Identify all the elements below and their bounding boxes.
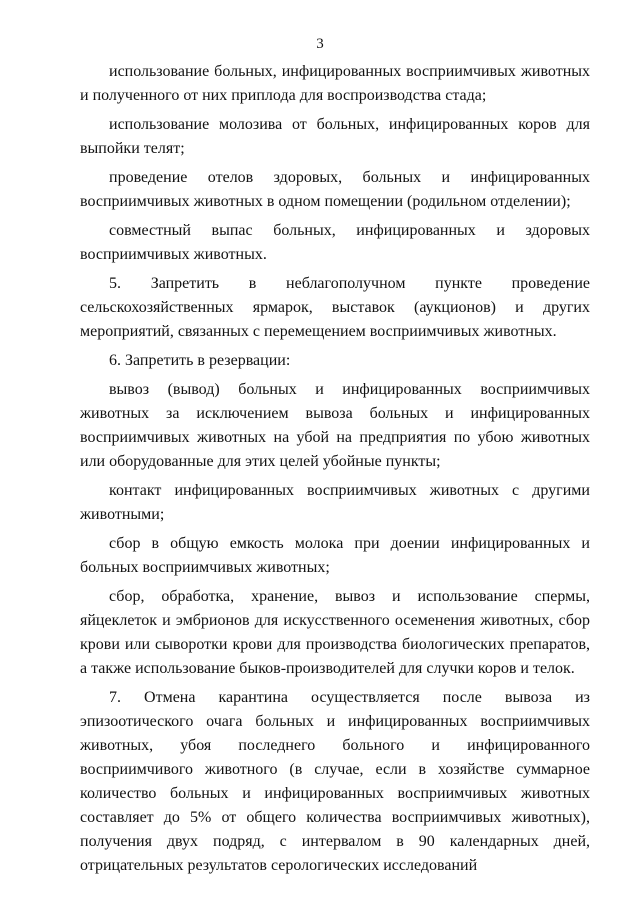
paragraph-joint-grazing: совместный выпас больных, инфицированных и здоровых восприимчивых животных. [80,222,590,263]
paragraph-colostrum-use: использование молозива от больных, инфицированных коров для выпойки телят; [80,116,590,157]
paragraph-calving: проведение отелов здоровых, больных и инфицированных восприимчивых животных в одном помещении (родильном отделении); [80,169,590,210]
paragraph-use-of-sick-animals: использование больных, инфицированных восприимчивых животных и полученного от них приплода для воспроизводства стада; [80,63,590,104]
paragraph-contact-of-animals: контакт инфицированных восприимчивых животных с другими животными; [80,482,590,523]
paragraph-milk-collection: сбор в общую емкость молока при доении инфицированных и больных восприимчивых животных; [80,535,590,576]
paragraph-semen-collection: сбор, обработка, хранение, вывоз и использование спермы, яйцеклеток и эмбрионов для искусственного осеменения животных, сбор крови или сыворотки крови для производства биологических препаратов, а также использование быков-производителей для случки коров и телок. [80,588,590,677]
paragraph-item-6-heading: 6. Запретить в резервации: [109,352,291,369]
paragraph-item-7: 7. Отмена карантина осуществляется после вывоза из эпизоотического очага больных и инфицированных восприимчивых животных, убоя последнего больного и инфицированного восприимчивого животного (в случае, если в хозяйстве суммарное количество больных и инфицированных восприимчивых животных составляет до 5% от общего количества восприимчивых животных), получения двух подряд, с интервалом в 90 календарных дней, отрицательных результатов серологических исследований [80,689,590,874]
paragraph-item-5: 5. Запретить в неблагополучном пункте проведение сельскохозяйственных ярмарок, выставок (аукционов) и других мероприятий, связанных с перемещением восприимчивых животных. [80,275,590,340]
document-body [80,60,590,883]
page-number: 3 [316,36,324,52]
paragraph-export-of-animals: вывоз (вывод) больных и инфицированных восприимчивых животных за исключением вывоза больных и инфицированных восприимчивых животных на убой на предприятия по убою животных или оборудованные для этих целей убойные пункты; [80,381,590,470]
